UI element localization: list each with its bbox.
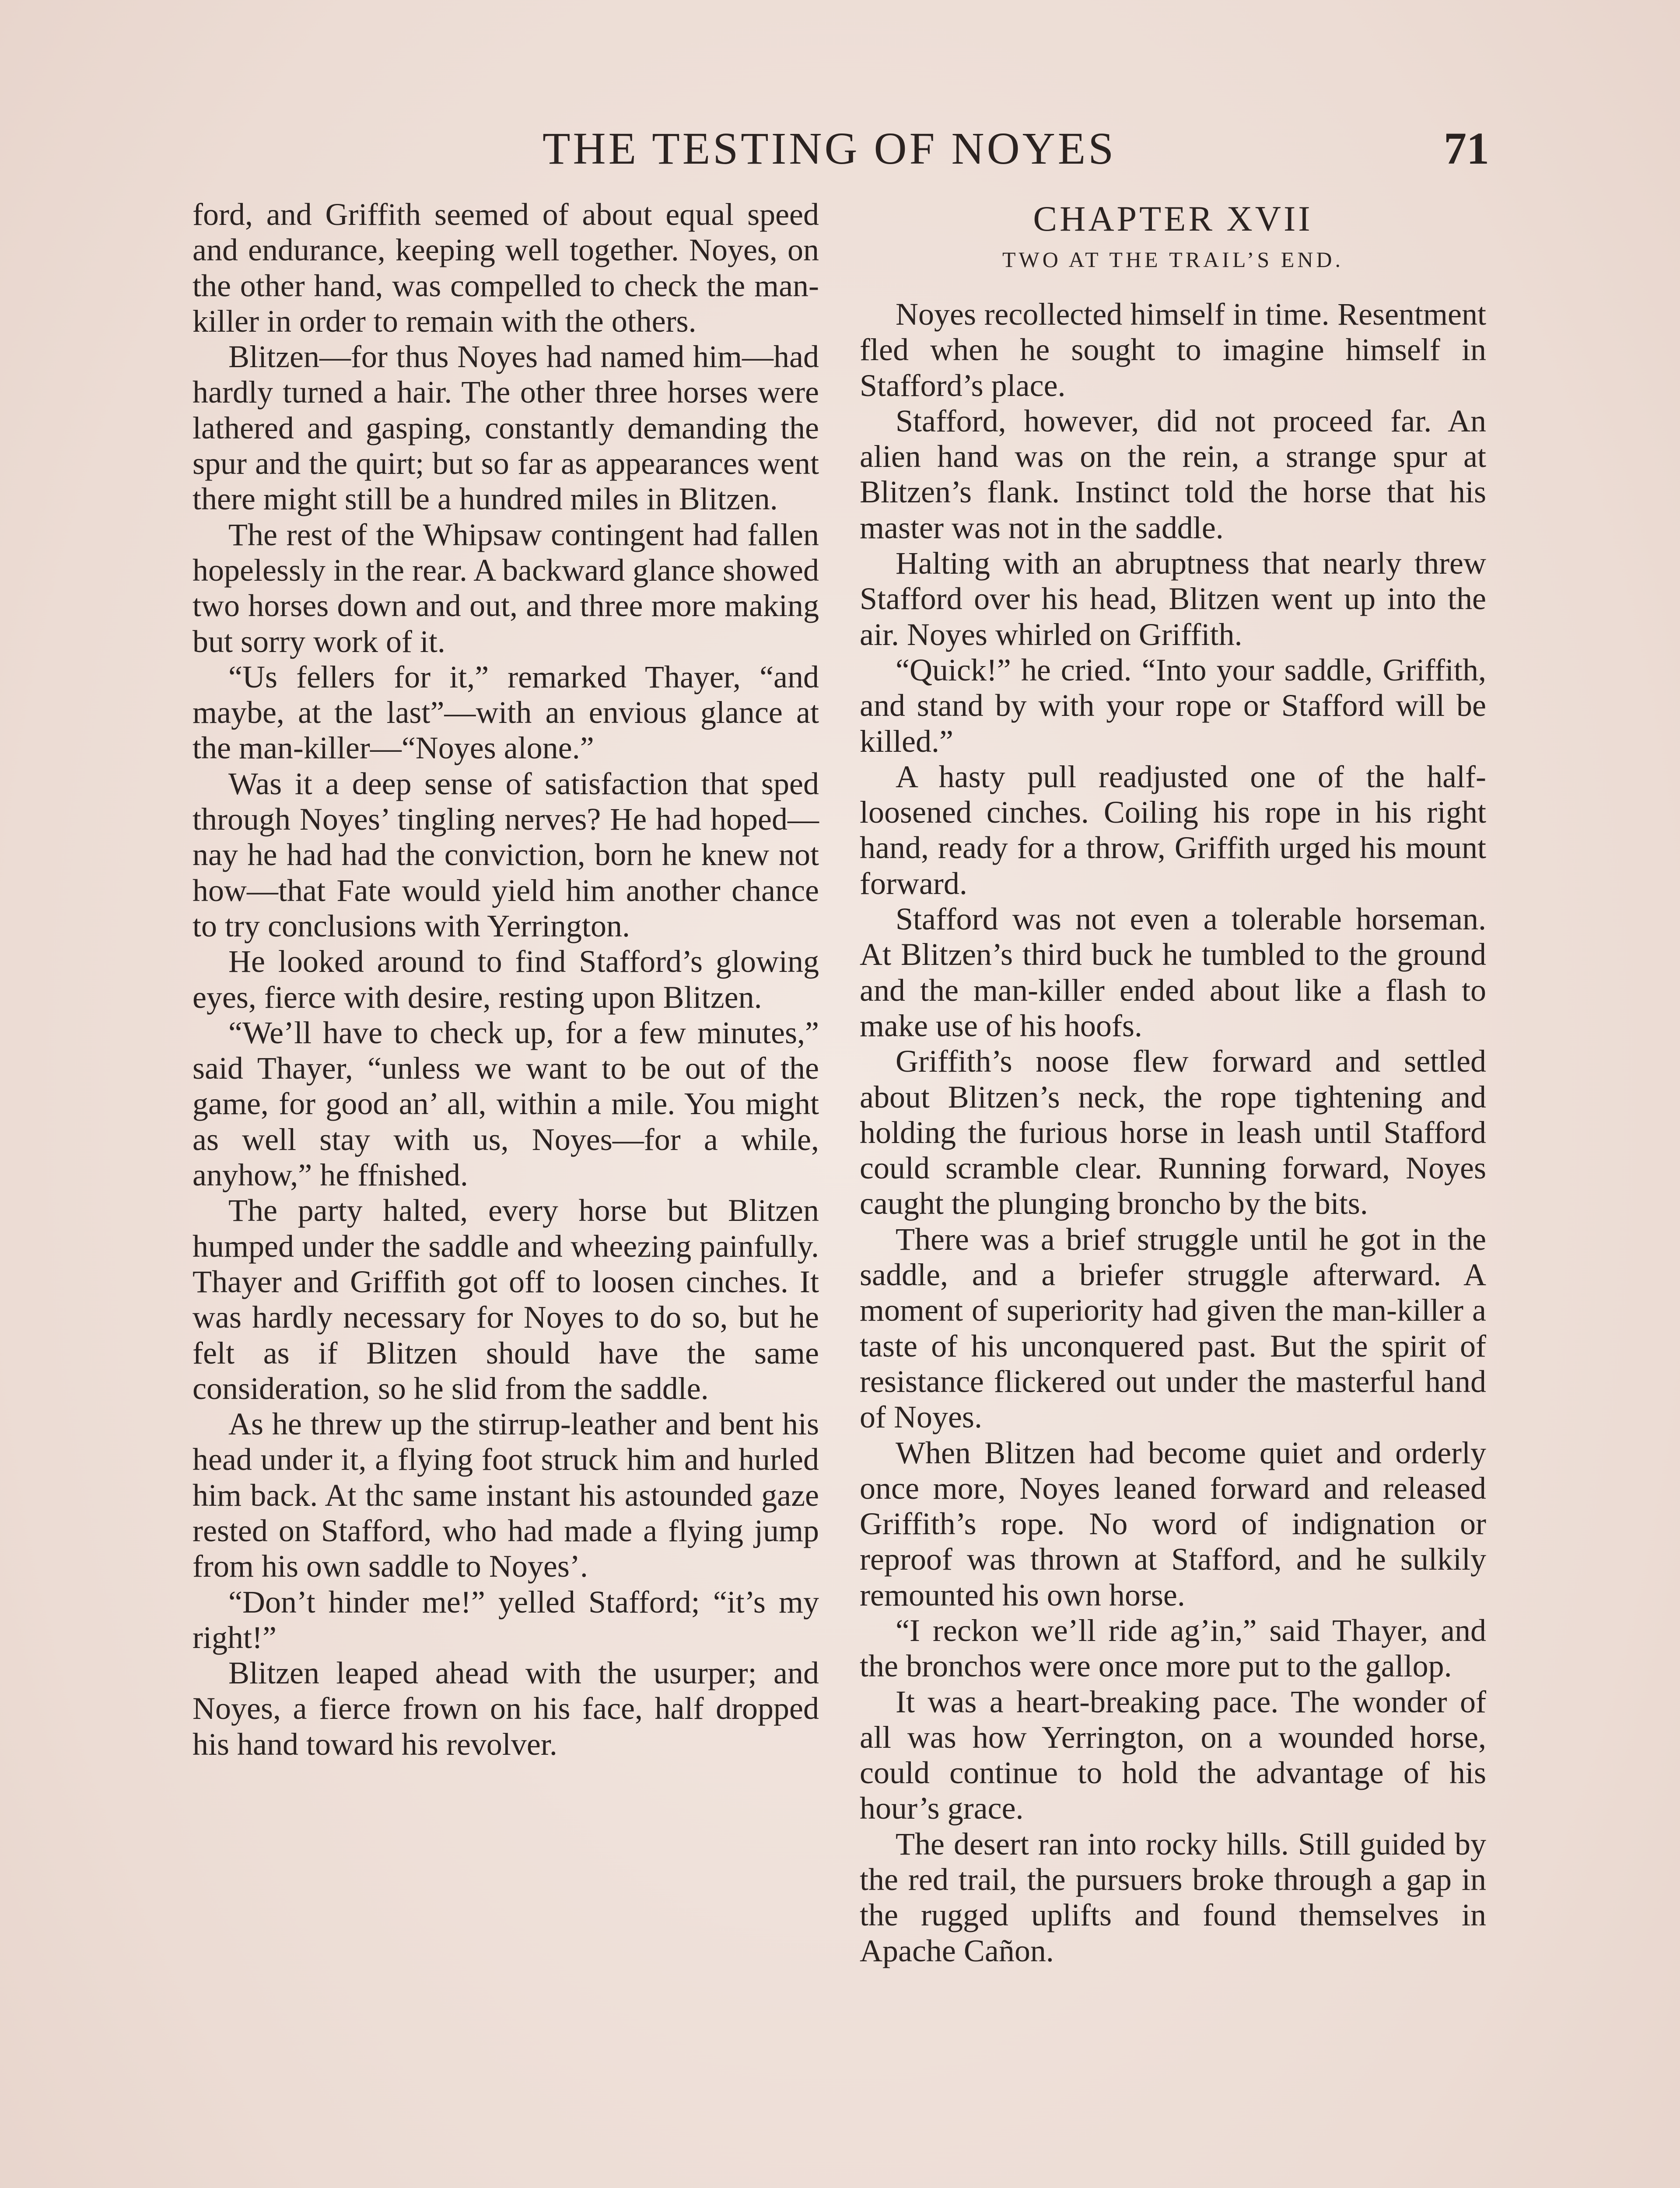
paragraph: Griffith’s noose flew forward and settled about Blitzen’s neck, the rope tightening and holding the furious horse in leash until Stafford could scramble clear. Running forward, Noyes caught the plunging broncho by the bits. <box>860 1044 1486 1221</box>
paragraph: “We’ll have to check up, for a few minutes,” said Thayer, “unless we want to be out of the game, for good an’ all, within a mile. You might as well stay with us, Noyes—for a while, anyhow,” he ffnished. <box>192 1015 819 1193</box>
paragraph: He looked around to find Stafford’s glowing eyes, fierce with desire, resting upon Blitzen. <box>192 944 819 1015</box>
paragraph: There was a brief struggle until he got in the saddle, and a briefer struggle afterward. A moment of superiority had given the man-killer a taste of his unconquered past. But the spirit of resistance flickered out under the masterful hand of Noyes. <box>860 1221 1486 1435</box>
chapter-subtitle: TWO AT THE TRAIL’S END. <box>1002 247 1344 272</box>
paragraph: As he threw up the stirrup-leather and bent his head under it, a flying foot struck him and hurled him back. At thc same instant his astounded gaze rested on Stafford, who had made a flying jump from his own saddle to Noyes’. <box>192 1406 819 1584</box>
paragraph: “Us fellers for it,” remarked Thayer, “and maybe, at the last”—with an envious glance at the man-killer—“Noyes alone.” <box>192 659 819 766</box>
paragraph: “Quick!” he cried. “Into your saddle, Griffith, and stand by with your rope or Stafford will be killed.” <box>860 652 1486 759</box>
right-column <box>860 197 1486 1969</box>
paragraph: The party halted, every horse but Blitzen humped under the saddle and wheezing painfully. Thayer and Griffith got off to loosen cinches. It was hardly necessary for Noyes to do so, but he felt as if Blitzen should have the same consideration, so he slid from the saddle. <box>192 1193 819 1406</box>
paragraph: ford, and Griffith seemed of about equal speed and endurance, keeping well together. Noyes, on the other hand, was compelled to check the man-killer in order to remain with the others. <box>192 197 819 339</box>
paragraph: “I reckon we’ll ride ag’in,” said Thayer, and the bronchos were once more put to the gallop. <box>860 1613 1486 1684</box>
paragraph: The rest of the Whipsaw contingent had fallen hopelessly in the rear. A backward glance showed two horses down and out, and three more making but sorry work of it. <box>192 517 819 659</box>
paragraph: Was it a deep sense of satisfaction that sped through Noyes’ tingling nerves? He had hoped—nay he had had the conviction, born he knew not how—that Fate would yield him another chance to try conclusions with Yerrington. <box>192 766 819 943</box>
paragraph: Blitzen leaped ahead with the usurper; and Noyes, a fierce frown on his face, half dropped his hand toward his revolver. <box>192 1655 819 1762</box>
chapter-heading: CHAPTER XVII <box>1033 199 1313 238</box>
paragraph: A hasty pull readjusted one of the half-loosened cinches. Coiling his rope in his right hand, ready for a throw, Griffith urged his mount forward. <box>860 759 1486 901</box>
paragraph: The desert ran into rocky hills. Still guided by the red trail, the pursuers broke through a gap in the rugged uplifts and found themselves in Apache Cañon. <box>860 1826 1486 1968</box>
paragraph: Halting with an abruptness that nearly threw Stafford over his head, Blitzen went up into the air. Noyes whirled on Griffith. <box>860 546 1486 652</box>
paragraph: Stafford was not even a tolerable horseman. At Blitzen’s third buck he tumbled to the ground and the man-killer ended about like a flash to make use of his hoofs. <box>860 901 1486 1043</box>
page-header <box>0 118 1680 179</box>
paragraph: “Don’t hinder me!” yelled Stafford; “it’s my right!” <box>192 1584 819 1655</box>
page-number: 71 <box>1444 123 1489 174</box>
left-column <box>192 197 819 1762</box>
paragraph: Stafford, however, did not proceed far. An alien hand was on the rein, a strange spur at Blitzen’s flank. Instinct told the horse that his master was not in the saddle. <box>860 403 1486 545</box>
paragraph: Blitzen—for thus Noyes had named him—had hardly turned a hair. The other three horses were lathered and gasping, constantly demanding the spur and the quirt; but so far as appearances went there might still be a hundred miles in Blitzen. <box>192 339 819 517</box>
paragraph: Noyes recollected himself in time. Resentment fled when he sought to imagine himself in Stafford’s place. <box>860 297 1486 403</box>
paragraph: It was a heart-breaking pace. The wonder of all was how Yerrington, on a wounded horse, could continue to hold the advantage of his hour’s grace. <box>860 1684 1486 1826</box>
paragraph: When Blitzen had become quiet and orderly once more, Noyes leaned forward and released Griffith’s rope. No word of indignation or reproof was thrown at Stafford, and he sulkily remounted his own horse. <box>860 1435 1486 1613</box>
running-title: THE TESTING OF NOYES <box>542 123 1116 174</box>
